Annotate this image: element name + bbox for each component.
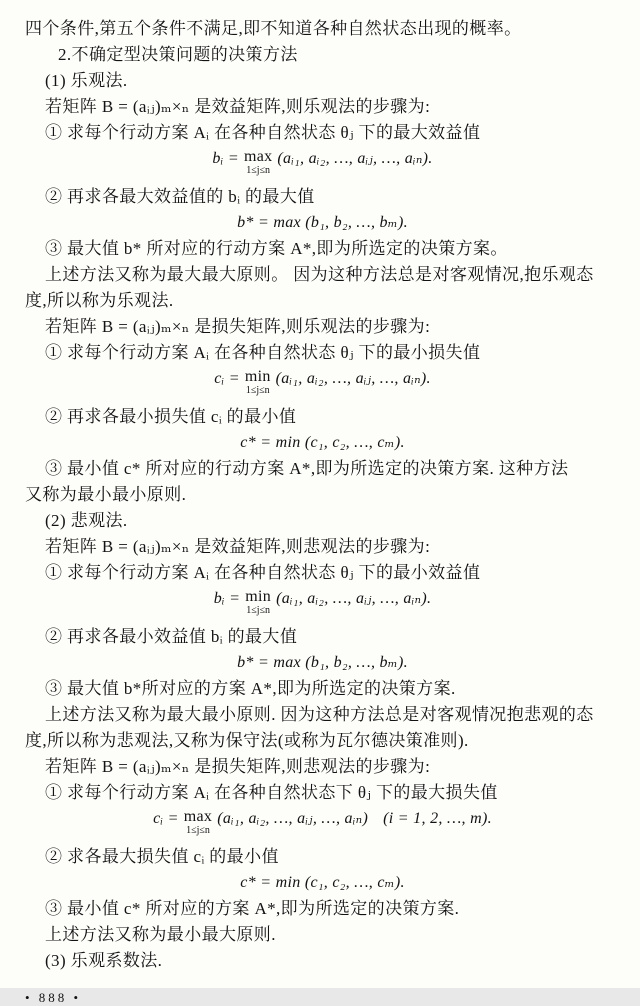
text-line: 若矩阵 B = (aᵢⱼ)ₘ×ₙ 是效益矩阵,则乐观法的步骤为:	[45, 97, 431, 116]
list-step-line: ③ 最小值 c* 所对应的方案 A*,即为所选定的决策方案.	[45, 899, 460, 918]
formula-args: (aᵢ₁, aᵢ₂, …, aᵢⱼ, …, aᵢₙ).	[277, 150, 433, 167]
text-line: 若矩阵 B = (aᵢⱼ)ₘ×ₙ 是损失矩阵,则悲观法的步骤为:	[45, 757, 431, 776]
text-line: 上述方法又称为最小最大原则.	[45, 925, 276, 944]
formula-line	[25, 586, 620, 624]
formula-line: b* = max (b₁, b₂, …, bₘ).	[237, 654, 408, 671]
formula-lhs: cᵢ =	[153, 810, 179, 827]
text-line: 若矩阵 B = (aᵢⱼ)ₘ×ₙ 是效益矩阵,则悲观法的步骤为:	[45, 537, 431, 556]
formula-line	[25, 806, 620, 844]
list-step-line: ③ 最大值 b* 所对应的行动方案 A*,即为所选定的决策方案。	[45, 239, 508, 258]
text-line: 若矩阵 B = (aᵢⱼ)ₘ×ₙ 是损失矩阵,则乐观法的步骤为:	[45, 317, 431, 336]
text-line: 四个条件,第五个条件不满足,即不知道各种自然状态出现的概率。	[25, 19, 522, 38]
formula-line: c* = min (c₁, c₂, …, cₘ).	[240, 434, 405, 451]
list-step-line: ② 再求各最大效益值的 bᵢ 的最大值	[45, 187, 315, 206]
subsection-heading: (1) 乐观法.	[45, 71, 128, 90]
text-line: 上述方法又称为最大最小原则. 因为这种方法总是对客观情况抱悲观的态	[45, 705, 594, 724]
min-operator: min 1≤j≤n	[244, 368, 271, 396]
list-step-line: ① 求每个行动方案 Aᵢ 在各种自然状态下 θⱼ 下的最大损失值	[45, 783, 498, 802]
page-number: • 888 •	[25, 990, 82, 1005]
formula-line: c* = min (c₁, c₂, …, cₘ).	[240, 874, 405, 891]
formula-line	[25, 146, 620, 184]
text-line: 上述方法又称为最大最大原则。 因为这种方法总是对客观情况,抱乐观态	[45, 265, 594, 284]
formula-args: (aᵢ₁, aᵢ₂, …, aᵢⱼ, …, aᵢₙ).	[276, 590, 432, 607]
subsection-heading: (2) 悲观法.	[45, 511, 128, 530]
list-step-line: ① 求每个行动方案 Aᵢ 在各种自然状态 θⱼ 下的最大效益值	[45, 123, 481, 142]
list-step-line: ③ 最小值 c* 所对应的行动方案 A*,即为所选定的决策方案. 这种方法	[45, 459, 569, 478]
list-step-line: ② 再求各最小效益值 bᵢ 的最大值	[45, 627, 298, 646]
list-step-line: ② 再求各最小损失值 cᵢ 的最小值	[45, 407, 297, 426]
formula-line: b* = max (b₁, b₂, …, bₘ).	[237, 214, 408, 231]
max-operator: max 1≤j≤n	[243, 148, 273, 176]
formula-lhs: cᵢ =	[214, 370, 240, 387]
formula-lhs: bᵢ =	[212, 150, 239, 167]
text-line: 度,所以称为乐观法.	[25, 291, 174, 310]
formula-line	[25, 366, 620, 404]
formula-lhs: bᵢ =	[213, 590, 241, 607]
list-step-line: ① 求每个行动方案 Aᵢ 在各种自然状态 θⱼ 下的最小效益值	[45, 563, 481, 582]
formula-index-range: (i = 1, 2, …, m).	[383, 810, 492, 827]
list-step-line: ① 求每个行动方案 Aᵢ 在各种自然状态 θⱼ 下的最小损失值	[45, 343, 481, 362]
section-heading: 2.不确定型决策问题的决策方法	[58, 45, 298, 64]
text-line: 又称为最小最小原则.	[25, 485, 187, 504]
list-step-line: ② 求各最大损失值 cᵢ 的最小值	[45, 847, 279, 866]
list-step-line: ③ 最大值 b*所对应的方案 A*,即为所选定的决策方案.	[45, 679, 456, 698]
text-line: 度,所以称为悲观法,又称为保守法(或称为瓦尔德决策准则).	[25, 731, 469, 750]
min-operator: min 1≤j≤n	[245, 588, 272, 616]
formula-args: (aᵢ₁, aᵢ₂, …, aᵢⱼ, …, aᵢₙ).	[275, 370, 431, 387]
max-operator: max 1≤j≤n	[183, 808, 213, 836]
subsection-heading: (3) 乐观系数法.	[45, 951, 163, 970]
formula-args: (aᵢ₁, aᵢ₂, …, aᵢⱼ, …, aᵢₙ)	[217, 810, 369, 827]
